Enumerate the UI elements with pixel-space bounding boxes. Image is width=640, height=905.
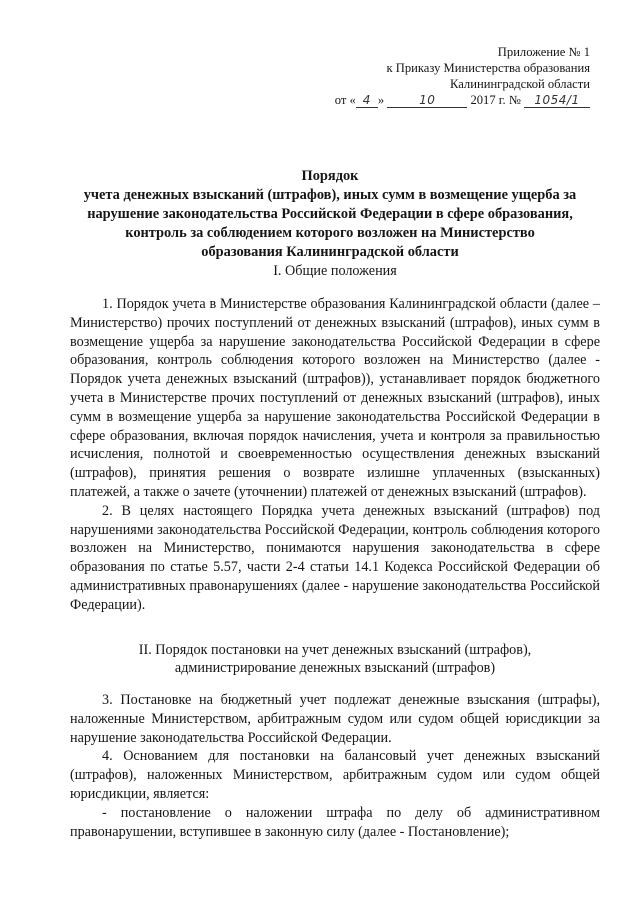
- order-date-prefix: от «: [334, 93, 356, 107]
- paragraph-3: 3. Постановке на бюджетный учет подлежат денежные взыскания (штрафы), наложенные Министерством, арбитражным судом или судом общей юрисдикции за нарушение законодательства Российской Федерации.: [70, 692, 600, 746]
- title-line-4: образования Калининградской области: [201, 244, 459, 260]
- order-date-line: [290, 92, 590, 108]
- order-number: 1054/1: [524, 94, 590, 108]
- order-day: 4: [356, 94, 378, 108]
- section-1-body: [70, 295, 600, 615]
- paragraph-1: 1. Порядок учета в Министерстве образования Калининградской области (далее – Министерство) прочих поступлений от денежных взысканий (штрафов), иных сумм в возмещение ущерба за нарушение законодательства Российской Федерации в сфере образования, контроль соблюдения которого возложен на Министерство (далее - Порядок учета денежных взысканий (штрафов)), устанавливает порядок бюджетного учета в Министерстве прочих поступлений от денежных взысканий (штрафов), иных сумм в возмещение ущерба за нарушение законодательства Российской Федерации в сфере образования, включая порядок начисления, учета и контроля за правильностью исчисления, полнотой и своевременностью осуществления денежных взысканий (штрафов), принятия решения о возврате излишне уплаченных (взысканных) платежей, а также о зачете (уточнении) платежей от денежных взысканий (штрафов).: [70, 296, 600, 500]
- order-year: 2017 г. №: [470, 93, 521, 107]
- paragraph-2: 2. В целях настоящего Порядка учета денежных взысканий (штрафов) под нарушениями законодательства Российской Федерации, контроль соблюдения которого возложен на Министерство, понимаются нарушения законодательства в сфере образования по статье 5.57, части 2-4 статьи 14.1 Кодекса Российской Федерации об административных правонарушениях (далее - нарушение законодательства Российской Федерации).: [70, 502, 600, 613]
- appendix-header: [290, 44, 590, 108]
- document-title: [60, 167, 600, 262]
- paragraph-5: - постановление о наложении штрафа по делу об административном правонарушении, вступившее в законную силу (далее - Постановление);: [70, 804, 600, 840]
- section-2-heading-line-1: II. Порядок постановки на учет денежных взысканий (штрафов),: [138, 642, 532, 658]
- appendix-order-ref: к Приказу Министерства образования: [386, 61, 590, 75]
- section-2-body: [70, 691, 600, 841]
- section-1-heading: I. Общие положения: [273, 263, 397, 279]
- order-date-mid: »: [377, 93, 385, 107]
- title-line-1: учета денежных взысканий (штрафов), иных сумм в возмещение ущерба за: [83, 187, 577, 203]
- appendix-region: Калининградской области: [450, 77, 590, 91]
- section-2-heading: [70, 641, 600, 677]
- title-line-3: контроль за соблюдением которого возложен на Министерство: [125, 225, 535, 241]
- title-heading: Порядок: [301, 168, 359, 184]
- appendix-title: Приложение № 1: [497, 45, 590, 59]
- order-month: 10: [387, 94, 467, 108]
- section-2-heading-line-2: администрирование денежных взысканий (штрафов): [174, 660, 496, 676]
- title-line-2: нарушение законодательства Российской Федерации в сфере образования,: [87, 206, 573, 222]
- paragraph-4: 4. Основанием для постановки на балансовый учет денежных взысканий (штрафов), наложенных Министерством, арбитражным судом или судом общей юрисдикции, является:: [70, 748, 600, 802]
